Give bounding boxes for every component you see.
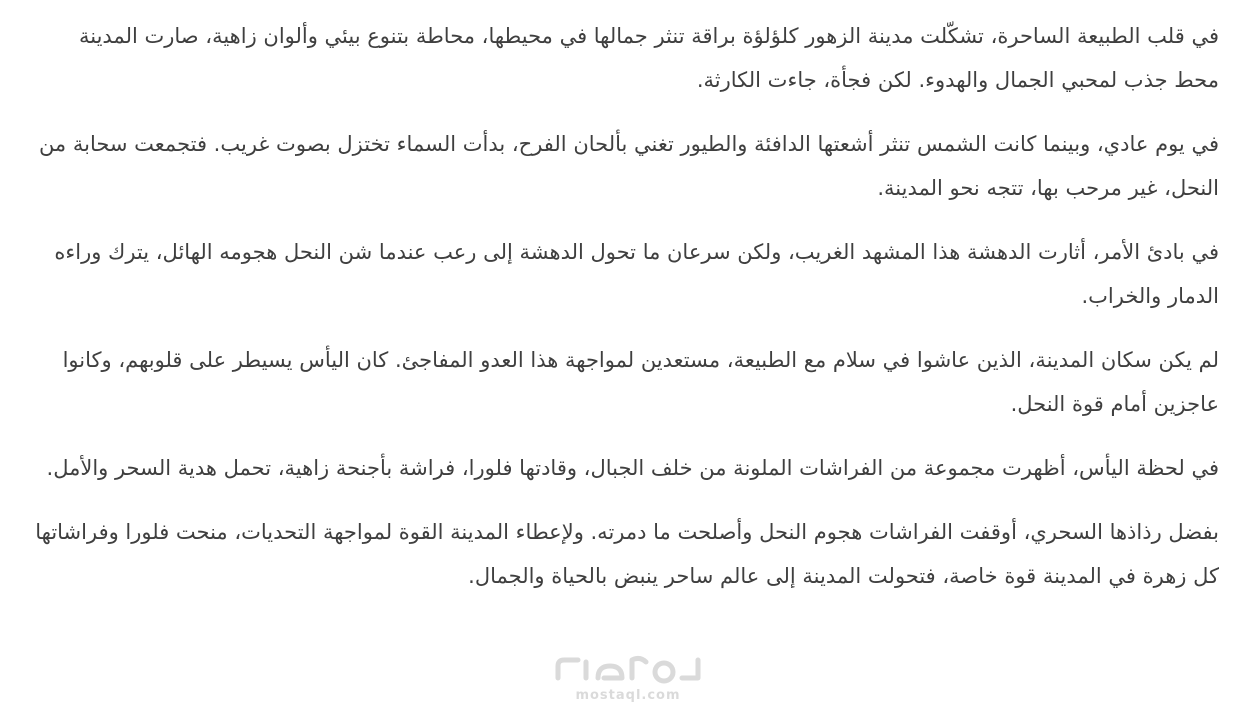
paragraph-resolution: بفضل رذاذها السحري، أوقفت الفراشات هجوم النحل وأصلحت ما دمرته. ولإعطاء المدينة القوة لمواجهة التحديات، منحت فلورا وفراشاتها كل زهرة في المدينة قوة خاصة، فتحولت المدينة إلى عالم ساحر ينبض بالحياة والجمال. [35,520,1219,588]
paragraph-despair: لم يكن سكان المدينة، الذين عاشوا في سلام مع الطبيعة، مستعدين لمواجهة هذا العدو المفاجئ. كان اليأس يسيطر على قلوبهم، وكانوا عاجزين أمام قوة النحل. [62,348,1219,416]
paragraph-intro: في قلب الطبيعة الساحرة، تشكّلت مدينة الزهور كلؤلؤة براقة تنثر جمالها في محيطها، محاطة بتنوع بيئي وألوان زاهية، صارت المدينة محط جذب لمحبي الجمال والهدوء. لكن فجأة، جاءت الكارثة. [78,24,1219,92]
mostaql-logo-icon [548,648,708,688]
watermark-domain: mostaql.com [575,688,681,703]
paragraph-attack: في بادئ الأمر، أثارت الدهشة هذا المشهد الغريب، ولكن سرعان ما تحول الدهشة إلى رعب عندما شن النحل هجومه الهائل، يترك وراءه الدمار والخراب. [54,240,1219,308]
watermark-logo [548,648,708,708]
article-body [34,14,1219,618]
paragraph-butterflies: في لحظة اليأس، أظهرت مجموعة من الفراشات الملونة من خلف الجبال، وقادتها فلورا، فراشة بأجنحة زاهية، تحمل هدية السحر والأمل. [46,456,1219,480]
paragraph-bee-swarm: في يوم عادي، وبينما كانت الشمس تنثر أشعتها الدافئة والطيور تغني بألحان الفرح، بدأت السماء تختزل بصوت غريب. فتجمعت سحابة من النحل، غير مرحب بها، تتجه نحو المدينة. [38,132,1219,200]
